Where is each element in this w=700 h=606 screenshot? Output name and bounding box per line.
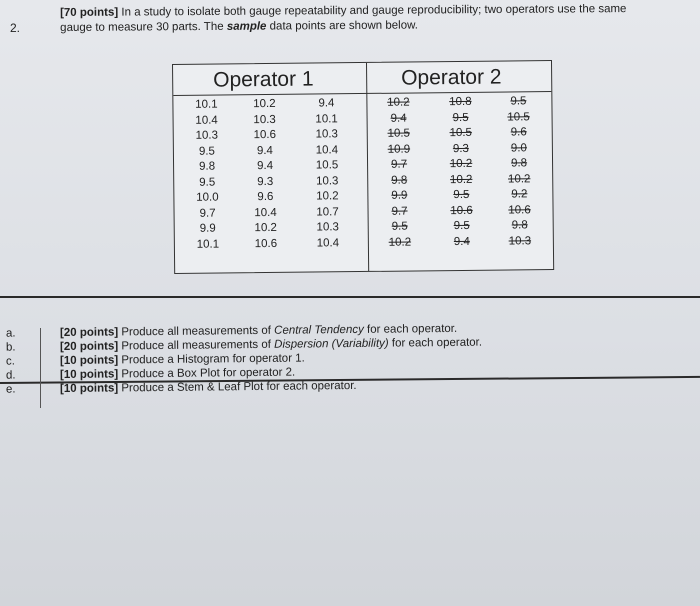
table-cell: 10.2 <box>449 173 473 186</box>
table-cell: 10.2 <box>254 221 277 235</box>
table-cell: 9.8 <box>510 157 528 170</box>
task-points: [10 points] <box>59 368 119 382</box>
table-cell: 9.8 <box>511 219 528 232</box>
task-points: [20 points] <box>59 340 119 354</box>
table-cell: 10.1 <box>315 112 338 126</box>
table-cell: 10.3 <box>316 221 339 234</box>
task-points: [10 points] <box>59 354 119 368</box>
table-cell: 9.6 <box>257 190 274 204</box>
intro-text-2b: data points are shown below. <box>266 19 419 33</box>
table-cell: 10.3 <box>315 174 339 187</box>
operator2-column-2 <box>435 95 487 251</box>
table-cell: 10.4 <box>316 236 340 249</box>
task-letter: e. <box>5 383 16 396</box>
table-cell: 10.2 <box>449 157 473 171</box>
table-cell: 9.5 <box>510 95 527 108</box>
table-cell: 9.5 <box>452 111 469 124</box>
operator2-title: Operator 2 <box>401 65 502 90</box>
table-cell: 10.5 <box>507 110 530 123</box>
table-cell: 9.4 <box>453 235 470 248</box>
table-cell: 10.1 <box>195 98 218 111</box>
table-cell: 9.4 <box>390 112 407 125</box>
task-description: Produce a Stem & Leaf Plot for each operator. <box>118 379 357 395</box>
task-description: Produce a Box Plot for operator 2. <box>118 366 296 381</box>
table-cell: 10.6 <box>253 128 276 142</box>
table-cell: 9.4 <box>257 159 274 173</box>
table-cell: 9.2 <box>511 188 528 201</box>
task-text <box>60 380 357 395</box>
task-emphasis: Central Tendency <box>274 323 364 337</box>
table-cell: 9.7 <box>199 207 216 220</box>
table-cell: 9.5 <box>453 219 470 233</box>
operator1-column-1 <box>181 97 233 253</box>
intro-line-2 <box>60 17 700 36</box>
table-cell: 10.6 <box>450 204 473 217</box>
table-cell: 10.2 <box>316 190 339 203</box>
table-cell: 9.5 <box>453 188 470 202</box>
table-cell: 10.8 <box>449 95 472 109</box>
table-cell: 9.5 <box>198 145 215 158</box>
table-cell: 10.3 <box>195 129 219 142</box>
section-divider-top <box>0 296 700 298</box>
task-letter: d. <box>5 369 16 382</box>
table-cell: 9.9 <box>199 222 216 235</box>
task-tail: for each operator. <box>363 322 458 336</box>
operator2-column-3 <box>493 94 545 250</box>
table-cell: 10.2 <box>388 236 412 249</box>
data-table <box>172 60 554 274</box>
table-cell: 10.3 <box>315 128 338 141</box>
task-description: Produce all measurements of <box>118 338 275 353</box>
table-cell: 10.2 <box>387 96 410 109</box>
operator1-column-3 <box>301 96 353 252</box>
task-points: [20 points] <box>59 326 119 340</box>
table-cell: 9.8 <box>199 160 216 173</box>
task-text <box>60 367 295 381</box>
table-cell: 10.5 <box>315 159 339 172</box>
table-cell: 9.0 <box>510 141 527 154</box>
question-intro <box>60 2 700 36</box>
table-cell: 9.4 <box>256 144 273 157</box>
task-letter: b. <box>5 341 16 354</box>
task-points: [10 points] <box>59 382 119 396</box>
table-cell: 10.5 <box>387 127 410 140</box>
task-tail: for each operator. <box>388 336 483 350</box>
table-cell: 9.6 <box>510 126 527 139</box>
question-number: 2. <box>10 21 21 35</box>
table-cell: 9.3 <box>257 175 274 188</box>
table-cell: 10.5 <box>449 126 472 140</box>
table-cell: 9.3 <box>452 142 469 155</box>
task-letter: a. <box>5 327 16 340</box>
intro-text-1: In a study to isolate both gauge repeatability and gauge reproducibility; two operators use the same <box>121 3 627 19</box>
table-cell: 9.7 <box>391 158 408 171</box>
operator1-title: Operator 1 <box>213 67 314 92</box>
table-cell: 9.9 <box>391 189 408 202</box>
task-description: Produce all measurements of <box>118 324 275 339</box>
table-cell: 10.4 <box>254 206 277 219</box>
table-cell: 10.7 <box>316 205 339 218</box>
question-points: [70 points] <box>60 6 119 19</box>
table-cell: 9.7 <box>391 205 408 218</box>
intro-text-2a: gauge to measure 30 parts. The <box>60 20 227 34</box>
table-cell: 10.9 <box>387 143 411 156</box>
task-emphasis: Dispersion (Variability) <box>274 337 389 351</box>
task-text <box>60 352 305 367</box>
table-cell: 9.5 <box>391 220 408 233</box>
table-cell: 10.1 <box>196 238 220 251</box>
table-cell: 10.3 <box>253 113 276 126</box>
operator2-column-1 <box>373 95 425 251</box>
task-letter: c. <box>5 355 16 368</box>
table-cell: 9.4 <box>318 97 335 110</box>
table-cell: 10.3 <box>508 234 532 247</box>
table-cell: 10.6 <box>508 203 531 216</box>
table-column-divider <box>366 63 369 271</box>
table-cell: 10.4 <box>315 143 339 156</box>
table-cell: 10.0 <box>196 191 219 204</box>
table-cell: 10.4 <box>195 114 218 127</box>
table-cell: 9.5 <box>199 176 216 189</box>
operator1-column-2 <box>239 97 291 253</box>
table-cell: 10.2 <box>507 172 531 185</box>
table-cell: 10.6 <box>254 237 278 250</box>
table-cell: 9.8 <box>391 174 408 187</box>
task-description: Produce a Histogram for operator 1. <box>118 352 305 367</box>
table-cell: 10.2 <box>253 97 276 111</box>
intro-sample-word: sample <box>226 20 267 33</box>
